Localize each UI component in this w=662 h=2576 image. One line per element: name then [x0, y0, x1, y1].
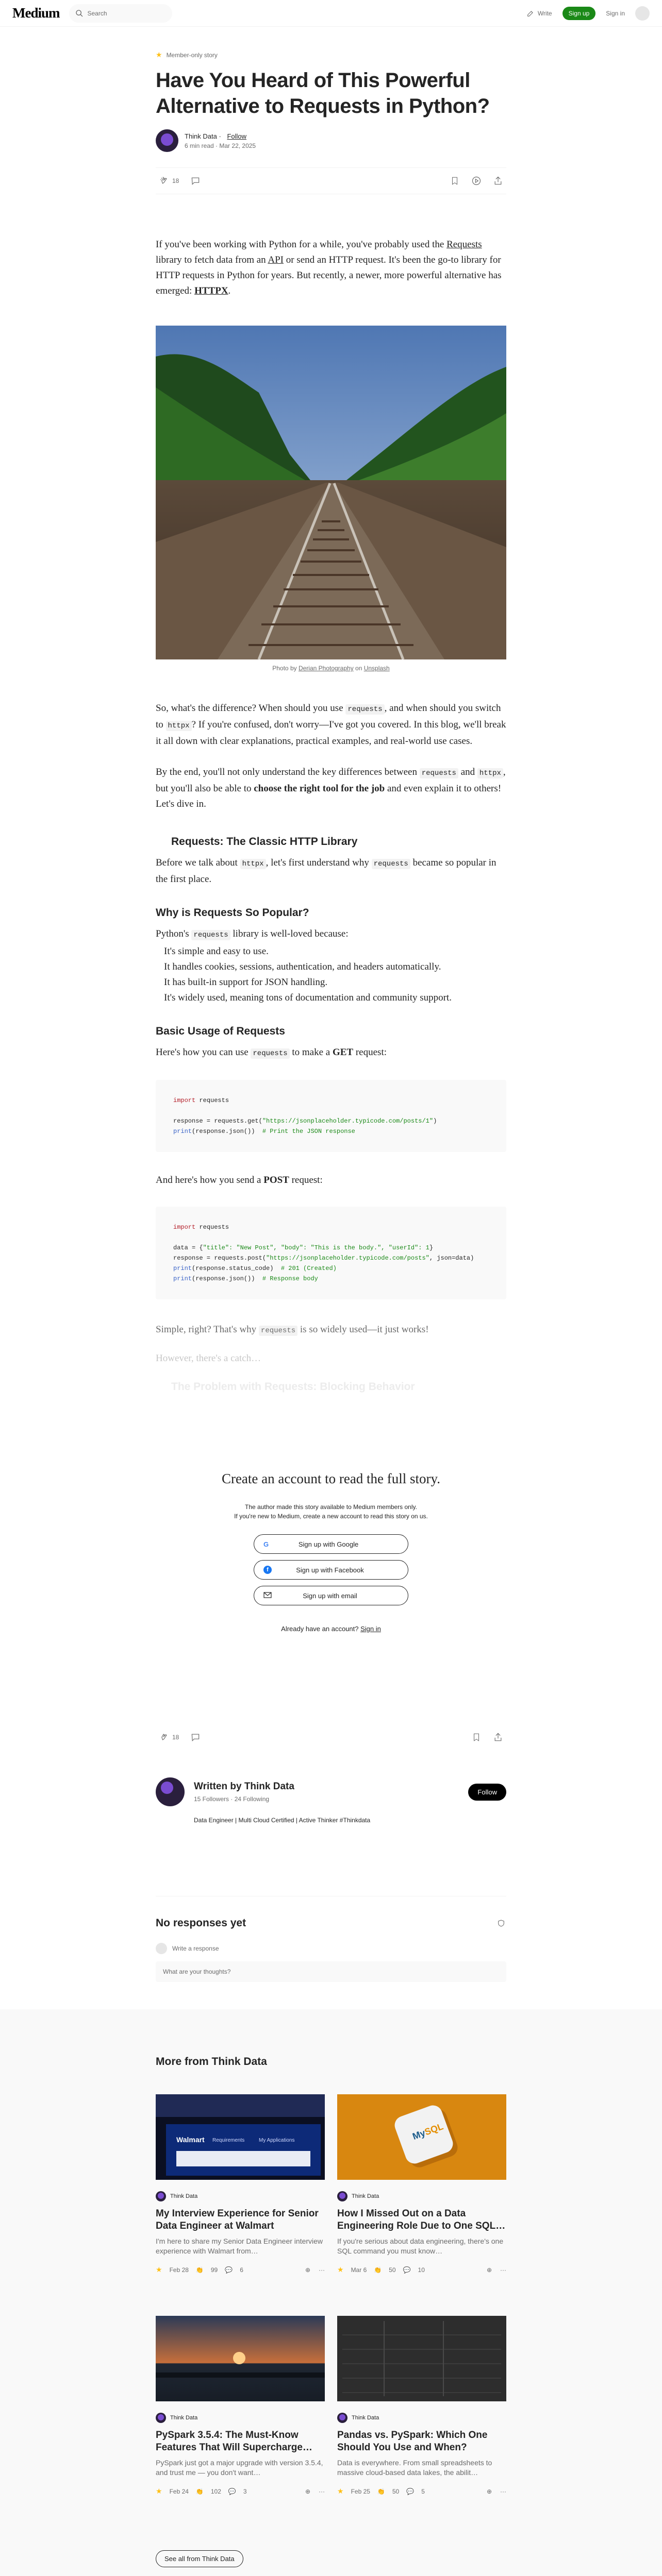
- clap-icon: [159, 176, 169, 186]
- following-count[interactable]: 24 Following: [234, 1795, 270, 1803]
- share-icon[interactable]: [493, 176, 503, 186]
- card-author: Think Data: [352, 2193, 379, 2199]
- card-title: PySpark 3.5.4: The Must-Know Features That Will Supercharge…: [156, 2430, 312, 2453]
- card-title: How I Missed Out on a Data Engineering Role Due to One SQL…: [337, 2208, 506, 2231]
- card-comments: 5: [421, 2487, 425, 2495]
- hero-image-railroad-tracks: [156, 326, 506, 659]
- card-description: If you're serious about data engineering, there's one SQL command you must know…: [337, 2237, 504, 2255]
- responses-title: No responses yet: [156, 1917, 246, 1929]
- story-card[interactable]: [337, 2316, 506, 2496]
- comment-icon[interactable]: [190, 176, 201, 186]
- clap-icon: 👏: [195, 2487, 204, 2495]
- written-by-heading[interactable]: Written by Think Data: [194, 1781, 294, 1792]
- bullet-list: [156, 944, 506, 1006]
- bookmark-icon[interactable]: [471, 1732, 482, 1742]
- comment-icon[interactable]: [190, 1732, 201, 1742]
- card-claps: 50: [389, 2266, 396, 2274]
- author-avatar[interactable]: [156, 129, 178, 152]
- paragraph: Python's requests library is well-loved because:: [156, 928, 349, 939]
- story-card[interactable]: [337, 2094, 506, 2274]
- card-claps: 50: [392, 2487, 400, 2495]
- author-avatar: [156, 2413, 166, 2423]
- card-date: Feb 25: [351, 2487, 370, 2495]
- see-all-button[interactable]: See all from Think Data: [156, 2550, 243, 2567]
- card-comments: 3: [243, 2487, 247, 2495]
- card-author: Think Data: [170, 2193, 198, 2199]
- requests-link[interactable]: Requests: [446, 239, 482, 250]
- comment-icon: 💬: [225, 2266, 233, 2274]
- unsplash-link[interactable]: Unsplash: [363, 665, 390, 672]
- email-icon: [263, 1592, 272, 1600]
- more-icon[interactable]: ···: [500, 2266, 506, 2274]
- star-icon: ★: [337, 2265, 344, 2274]
- card-date: Feb 28: [169, 2266, 189, 2274]
- story-card[interactable]: [156, 2316, 325, 2496]
- write-icon: [526, 9, 535, 18]
- separator-dot: ·: [216, 142, 220, 149]
- more-icon[interactable]: ···: [500, 2487, 506, 2495]
- paragraph: By the end, you'll not only understand the key differences between requests and httpx , but you'll also be able to choose the right tool for the job and even explain it to others! Let's dive in.: [156, 767, 506, 809]
- star-icon: ★: [156, 2265, 162, 2274]
- faded-paragraph: However, there's a catch…: [156, 1353, 261, 1364]
- paywall-panel: [156, 1471, 506, 1633]
- followers-count[interactable]: 15 Followers: [194, 1795, 229, 1803]
- member-tag-text: Member-only story: [166, 51, 218, 59]
- clap-count: 18: [172, 1734, 179, 1741]
- api-link[interactable]: API: [268, 255, 284, 265]
- more-from-title: More from Think Data: [156, 2056, 267, 2067]
- list-item: It's simple and easy to use.: [164, 946, 269, 957]
- code-block-post: import requests data = {"title": "New Post", "body": "This is the body.", "userId": 1} response = requests.post("https://jsonplaceholder.typicode.com/posts", json=data) print(response.status_code) # 201 (Created) print(response.json()) # Response body: [156, 1207, 506, 1299]
- star-icon: ★: [156, 50, 162, 59]
- comment-icon: 💬: [406, 2487, 415, 2495]
- paywall-line: If you're new to Medium, create a new account to read this story on us.: [234, 1513, 428, 1520]
- more-icon[interactable]: ···: [319, 2487, 325, 2495]
- publish-date: Mar 22, 2025: [219, 142, 256, 149]
- user-avatar-icon[interactable]: [635, 6, 650, 21]
- medium-logo[interactable]: Medium: [12, 5, 60, 21]
- write-response-label: Write a response: [172, 1945, 219, 1952]
- faded-heading: The Problem with Requests: Blocking Behavior: [171, 1381, 415, 1393]
- paragraph: Simple, right? That's why requests is so widely used—it just works!: [156, 1324, 429, 1335]
- top-nav: [0, 0, 662, 27]
- shield-icon[interactable]: [496, 1918, 506, 1928]
- clap-icon: 👏: [377, 2487, 385, 2495]
- facebook-signup-button[interactable]: f Sign up with Facebook: [254, 1560, 408, 1580]
- story-thumbnail-sunset-lake: [156, 2316, 325, 2401]
- paragraph: So, what's the difference? When should you use requests , and when should you switch to httpx ? If you're confused, don't worry—I've got you covered. In this blog, we'll break it all down with clear explanations, practical examples, and real-world use cases.: [156, 703, 506, 747]
- story-card[interactable]: [156, 2094, 325, 2274]
- bookmark-icon[interactable]: ⊕: [486, 2266, 492, 2274]
- separator-dot: ·: [230, 1795, 235, 1803]
- card-comments: 6: [240, 2266, 243, 2274]
- card-comments: 10: [418, 2266, 425, 2274]
- clap-icon: 👏: [195, 2266, 204, 2274]
- more-from-section: [0, 2009, 662, 2576]
- follow-author-button[interactable]: Follow: [468, 1784, 506, 1801]
- bookmark-icon[interactable]: ⊕: [305, 2266, 310, 2274]
- card-description: PySpark just got a major upgrade with version 3.5.4, and trust me — you don't want…: [156, 2459, 323, 2477]
- author-avatar[interactable]: [156, 1777, 185, 1806]
- card-date: Feb 24: [169, 2487, 189, 2495]
- photographer-link[interactable]: Derian Photography: [298, 665, 354, 672]
- separator-dot: ·: [219, 132, 223, 140]
- list-item: It's widely used, meaning tons of documentation and community support.: [164, 992, 452, 1003]
- section-heading: Requests: The Classic HTTP Library: [171, 836, 358, 848]
- search-input[interactable]: [69, 4, 172, 23]
- story-thumbnail-comparison-table: [337, 2316, 506, 2401]
- signup-button[interactable]: Sign up: [562, 7, 596, 20]
- list-item: It has built-in support for JSON handling.: [164, 977, 328, 988]
- image-caption: Photo by Derian Photography on Unsplash: [272, 665, 390, 672]
- response-input[interactable]: [156, 1961, 506, 1982]
- star-icon: ★: [156, 2487, 162, 2495]
- card-author: Think Data: [352, 2415, 379, 2421]
- clap-icon: 👏: [374, 2266, 382, 2274]
- card-description: Data is everywhere. From small spreadsheets to massive cloud-based data lakes, the abilit…: [337, 2459, 492, 2477]
- card-claps: 99: [210, 2266, 218, 2274]
- httpx-link[interactable]: HTTPX: [194, 285, 228, 296]
- author-bio: Data Engineer | Multi Cloud Certified | Active Thinker #Thinkdata: [194, 1817, 371, 1824]
- read-time: 6 min read: [185, 142, 214, 149]
- story-thumbnail-walmart-dashboard: Walmart Requirements My Applications: [156, 2094, 325, 2180]
- user-avatar-icon: [156, 1943, 167, 1954]
- listen-icon[interactable]: [471, 176, 482, 186]
- response-placeholder: What are your thoughts?: [163, 1968, 231, 1975]
- card-description: I'm here to share my Senior Data Engineer interview experience with Walmart from…: [156, 2237, 323, 2255]
- member-only-badge: [156, 50, 506, 59]
- card-author: Think Data: [170, 2415, 198, 2421]
- write-button[interactable]: [526, 9, 552, 18]
- google-icon: G: [263, 1540, 269, 1548]
- card-title: My Interview Experience for Senior Data Engineer at Walmart: [156, 2208, 319, 2231]
- author-avatar: [337, 2413, 347, 2423]
- search-placeholder: Search: [87, 9, 107, 17]
- paragraph: And here's how you send a POST request:: [156, 1175, 323, 1185]
- more-icon[interactable]: ···: [319, 2266, 325, 2274]
- byline: [156, 129, 506, 152]
- comment-icon: 💬: [228, 2487, 236, 2495]
- intro-paragraph: If you've been working with Python for a while, you've probably used the Requests library to fetch data from an API or send an HTTP request. It's been the go-to library for HTTP requests in Python for years. But recently, a newer, more powerful alternative has emerged: HTTPX.: [156, 239, 502, 296]
- comment-icon: 💬: [403, 2266, 411, 2274]
- author-card: [156, 1777, 506, 1824]
- clap-button[interactable]: [159, 176, 179, 186]
- author-avatar: [337, 2191, 347, 2201]
- bookmark-icon[interactable]: ⊕: [486, 2487, 492, 2495]
- story-thumbnail-mysql-cube: MySQL: [337, 2094, 506, 2180]
- bookmark-icon[interactable]: ⊕: [305, 2487, 310, 2495]
- footer-action-bar: [156, 1732, 506, 1742]
- search-icon: [75, 9, 84, 18]
- clap-button[interactable]: [159, 1732, 179, 1742]
- paywall-heading: Create an account to read the full story.: [221, 1471, 441, 1486]
- write-label: Write: [537, 9, 552, 17]
- article-title: Have You Heard of This Powerful Alternative to Requests in Python?: [156, 69, 490, 117]
- list-item: It handles cookies, sessions, authentication, and headers automatically.: [164, 961, 441, 972]
- email-signup-button[interactable]: Sign up with email: [254, 1586, 408, 1605]
- clap-count: 18: [172, 177, 179, 184]
- author-avatar: [156, 2191, 166, 2201]
- clap-icon: [159, 1732, 169, 1742]
- section-heading: Basic Usage of Requests: [156, 1025, 285, 1037]
- paywall-line: The author made this story available to Medium members only.: [245, 1503, 417, 1511]
- signin-prompt: Already have an account? Sign in: [281, 1625, 381, 1633]
- paragraph: Before we talk about httpx , let's first understand why requests became so popular in the first place.: [156, 857, 496, 885]
- signin-link[interactable]: Sign in: [606, 9, 625, 17]
- section-heading: Why is Requests So Popular?: [156, 907, 309, 919]
- star-icon: ★: [337, 2487, 344, 2495]
- paragraph: Here's how you can use requests to make a GET request:: [156, 1047, 387, 1058]
- card-title: Pandas vs. PySpark: Which One Should You Use and When?: [337, 2430, 488, 2453]
- google-signup-button[interactable]: G Sign up with Google: [254, 1534, 408, 1554]
- bookmark-icon[interactable]: [450, 176, 460, 186]
- code-block-get: import requests response = requests.get("https://jsonplaceholder.typicode.com/posts/1") print(response.json()) # Print the JSON response: [156, 1080, 506, 1152]
- facebook-icon: f: [263, 1566, 272, 1574]
- author-name[interactable]: Think Data: [185, 132, 217, 140]
- card-date: Mar 6: [351, 2266, 367, 2274]
- card-claps: 102: [210, 2487, 221, 2495]
- follow-link[interactable]: Follow: [227, 132, 247, 140]
- share-icon[interactable]: [493, 1732, 503, 1742]
- paywall-signin-link[interactable]: Sign in: [360, 1625, 381, 1633]
- article-action-bar: [156, 167, 506, 194]
